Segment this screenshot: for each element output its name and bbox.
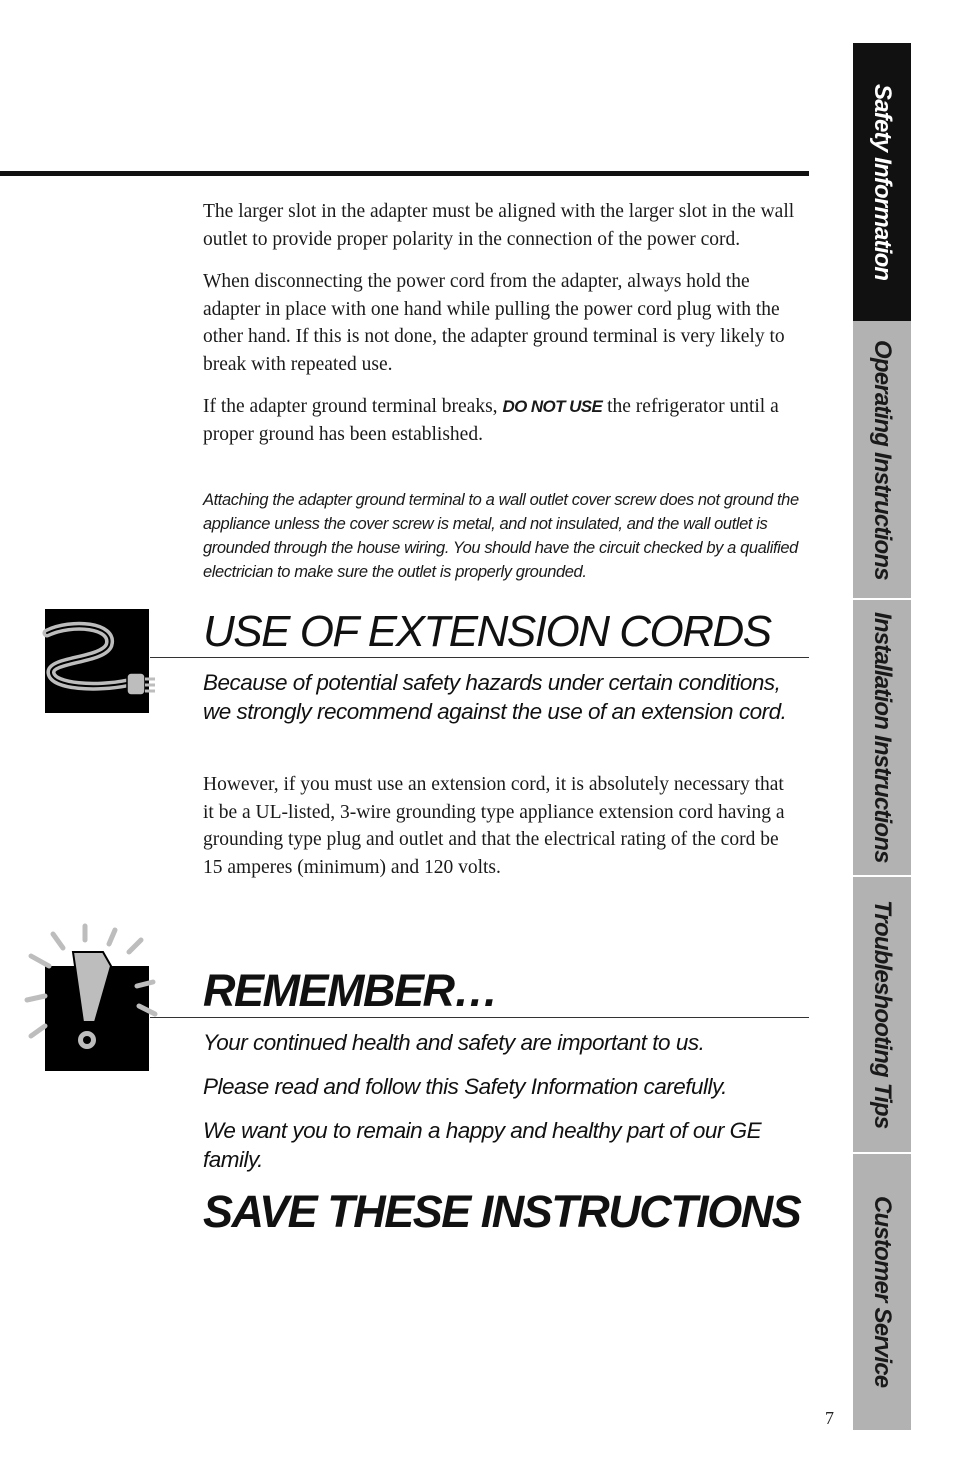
tab-label: Customer Service — [869, 1195, 896, 1388]
remember-line: Please read and follow this Safety Information carefully. — [203, 1074, 727, 1099]
remember-lines — [203, 1028, 773, 1174]
tab-divider — [853, 598, 911, 600]
tab-label: Safety Information — [869, 83, 896, 281]
tab-safety-information[interactable] — [853, 43, 911, 321]
tab-troubleshooting-tips[interactable] — [853, 876, 911, 1153]
extension-cords-lead: Because of potential safety hazards under certain conditions, we strongly recommend against the use of an extension cord. — [203, 670, 787, 724]
page-number: 7 — [825, 1408, 834, 1428]
paragraph-polarity: The larger slot in the adapter must be aligned with the larger slot in the wall outlet to provide proper polarity in the connection of the power cord. — [203, 201, 795, 250]
extension-cord-plug-icon — [45, 609, 149, 713]
section-rule — [150, 1017, 809, 1018]
tab-divider — [853, 875, 911, 877]
tab-label: Operating Instructions — [869, 339, 896, 580]
tab-label: Troubleshooting Tips — [869, 900, 896, 1129]
extension-cords-body: However, if you must use an extension cord, it is absolutely necessary that it be a UL-listed, 3-wire grounding type appliance extension cord having a grounding type plug and outlet and that the electrical rating of the cord be 15 amperes (minimum) and 120 volts. — [203, 774, 785, 878]
exclamation-warning-icon — [45, 966, 149, 1071]
remember-line: Your continued health and safety are important to us. — [203, 1030, 705, 1055]
tab-operating-instructions[interactable] — [853, 321, 911, 598]
tab-label: Installation Instructions — [869, 611, 896, 863]
remember-line: We want you to remain a happy and healthy part of our GE family. — [203, 1118, 762, 1172]
grounding-note: Attaching the adapter ground terminal to a wall outlet cover screw does not ground the appliance unless the cover screw is metal, and not insulated, and the wall outlet is grounded through the house wiring. You should have the circuit checked by a qualified electrician to make sure the outlet is properly grounded. — [203, 491, 799, 581]
remember-title: REMEMBER… — [203, 965, 498, 1016]
tab-installation-instructions[interactable] — [853, 598, 911, 876]
section-rule — [150, 657, 809, 658]
save-instructions-title: SAVE THESE INSTRUCTIONS — [203, 1186, 801, 1237]
intro-text — [203, 198, 807, 448]
top-rule — [0, 171, 809, 176]
paragraph-disconnecting: When disconnecting the power cord from the adapter, always hold the adapter in place with one hand while pulling the power cord plug with the other hand. If this is not done, the adapter ground terminal is very likely to break with repeated use. — [203, 271, 785, 375]
tab-customer-service[interactable] — [853, 1153, 911, 1430]
tab-divider — [853, 1152, 911, 1154]
do-not-use-emphasis: DO NOT USE — [502, 397, 603, 416]
extension-cords-title: USE OF EXTENSION CORDS — [203, 607, 771, 656]
paragraph-ground-terminal: If the adapter ground terminal breaks, DO NOT USE the refrigerator until a proper ground has been established. — [203, 396, 779, 445]
